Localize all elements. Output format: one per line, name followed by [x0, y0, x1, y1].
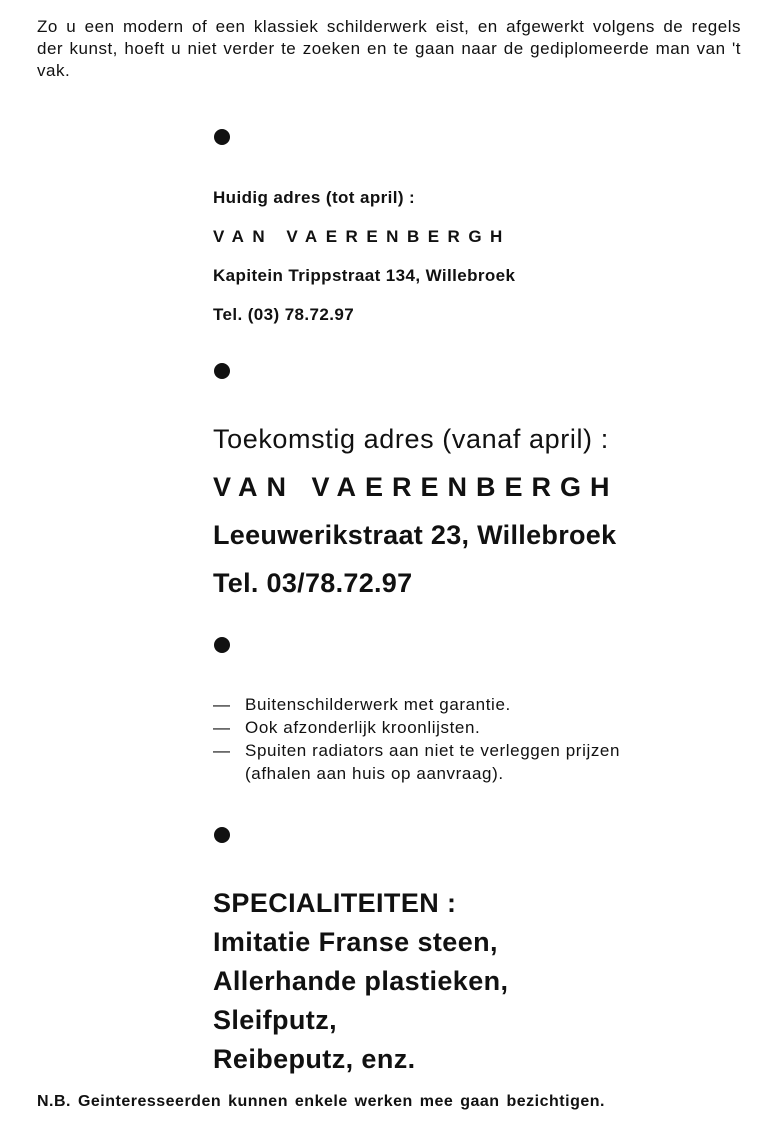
dash-marker: — [213, 695, 231, 714]
service-item: Buitenschilderwerk met garantie. [245, 695, 511, 714]
list-item [213, 739, 620, 762]
current-address-name: VAN VAERENBERGH [213, 227, 511, 246]
current-address-heading: Huidig adres (tot april) : [213, 188, 416, 207]
bullet-marker-1 [214, 129, 230, 145]
list-item [213, 693, 620, 716]
service-item: Ook afzonderlijk kroonlijsten. [245, 718, 481, 737]
bullet-marker-2 [214, 363, 230, 379]
bullet-marker-4 [214, 827, 230, 843]
specialties-block [213, 884, 508, 1079]
specialty-item: Imitatie Franse steen, [213, 927, 498, 957]
future-address-name: VAN VAERENBERGH [213, 472, 619, 502]
future-address-phone: Tel. 03/78.72.97 [213, 568, 413, 598]
intro-paragraph: Zo u een modern of een klassiek schilderwerk eist, en afgewerkt volgens de regels der kunst, hoeft u niet verder te zoeken en te gaan naar de gediplomeerde man van 't vak. [37, 17, 741, 80]
service-item-continuation: (afhalen aan huis op aanvraag). [245, 764, 504, 783]
bullet-marker-3 [214, 637, 230, 653]
current-address-street: Kapitein Trippstraat 134, Willebroek [213, 266, 516, 285]
footnote: N.B. Geinteresseerden kunnen enkele werken mee gaan bezichtigen. [37, 1093, 605, 1110]
service-item: Spuiten radiators aan niet te verleggen prijzen [245, 741, 621, 760]
dash-marker: — [213, 718, 231, 737]
list-item [213, 716, 620, 739]
dash-marker: — [213, 741, 231, 760]
list-item-continuation [213, 762, 620, 785]
specialty-item: Sleifputz, [213, 1005, 337, 1035]
current-address-phone: Tel. (03) 78.72.97 [213, 305, 355, 324]
future-address-street: Leeuwerikstraat 23, Willebroek [213, 520, 617, 550]
specialties-heading: SPECIALITEITEN : [213, 888, 457, 918]
future-address-heading: Toekomstig adres (vanaf april) : [213, 424, 609, 454]
specialty-item: Reibeputz, enz. [213, 1044, 416, 1074]
specialty-item: Allerhande plastieken, [213, 966, 509, 996]
services-list [213, 693, 620, 785]
